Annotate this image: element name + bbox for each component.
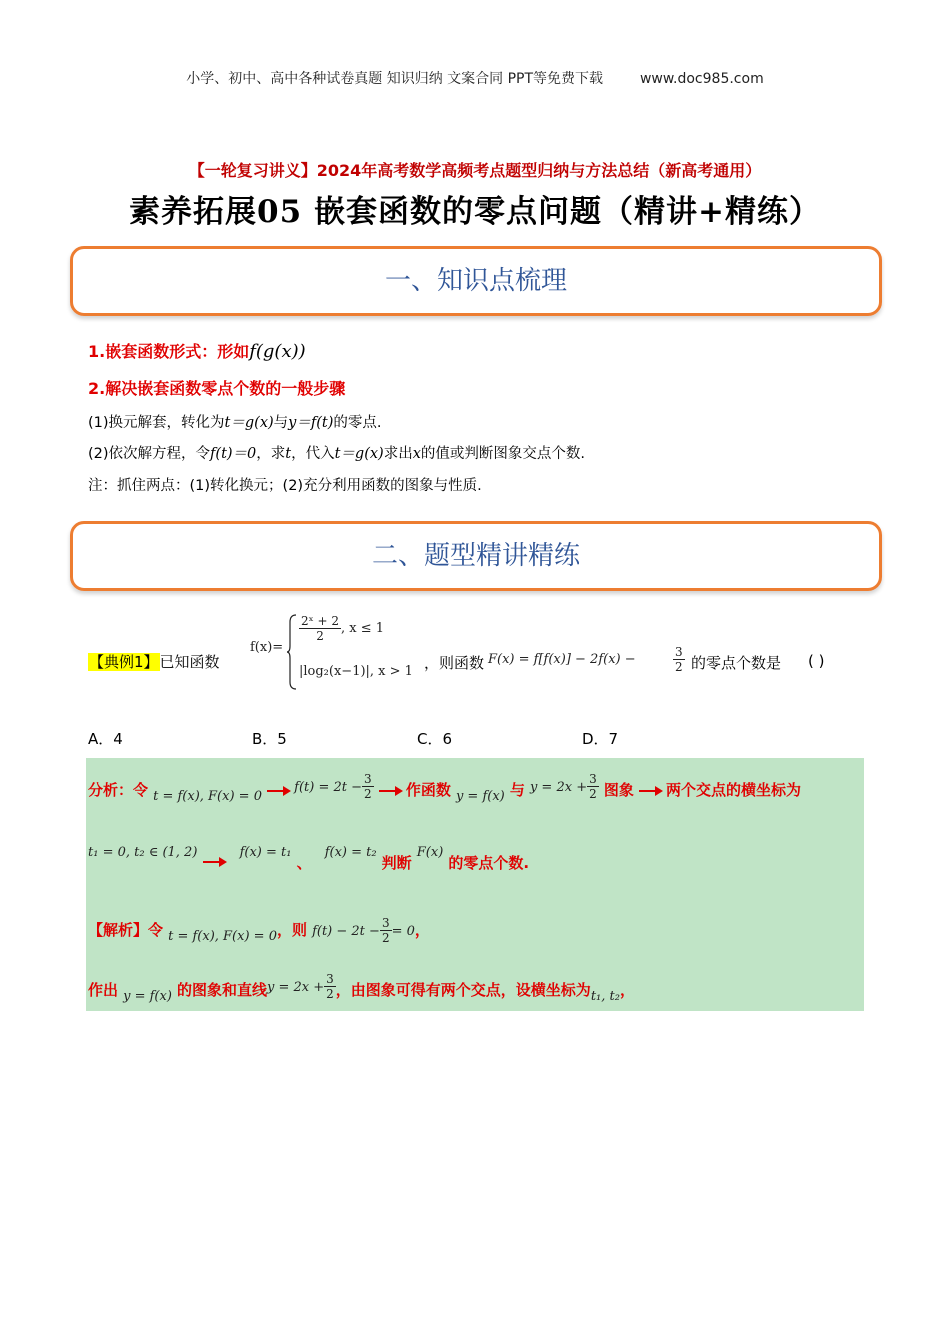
analysis-tail: 的零点个数.: [448, 854, 530, 872]
solution-frac-num: 3: [381, 916, 390, 930]
solution-eq2b: = 0: [391, 924, 415, 939]
note: 注：抓住两点：(1)转化换元；(2)充分利用函数的图象与性质.: [88, 478, 482, 494]
solution-eq5: t₁, t₂: [590, 989, 620, 1004]
point-2: 2.解决嵌套函数零点个数的一般步骤: [88, 379, 346, 398]
piecewise-case-2: |log₂(x−1)|, x > 1: [299, 664, 413, 679]
solution-eq4: y = 2x +: [267, 980, 325, 995]
section-1-box: [70, 246, 882, 316]
analysis-line-1: [88, 772, 858, 805]
step-2-eq1: f(t)＝0: [210, 446, 257, 462]
analysis-graph: 图象: [603, 781, 634, 799]
step-1-eq1: t＝g(x): [224, 415, 274, 431]
step-2-prefix: (2)依次解方程，令: [88, 446, 211, 462]
point-1-formula: f(g(x)): [249, 341, 306, 362]
arrow-icon: [379, 790, 401, 792]
point-1-label: 1.嵌套函数形式：形如: [88, 342, 250, 361]
step-1-mid: 与: [273, 415, 289, 431]
arrow-icon: [267, 790, 289, 792]
step-2-var: t: [285, 446, 292, 462]
analysis-sep: 、: [296, 854, 312, 872]
page-header: [0, 68, 950, 88]
option-b: B．5: [252, 730, 287, 748]
step-2-suffix: 的值或判断图象交点个数.: [420, 446, 586, 462]
page-title: 素养拓展05 嵌套函数的零点问题（精讲+精练）: [129, 194, 821, 230]
solution-line-2: [88, 972, 858, 1005]
solution-frac-num-2: 3: [326, 972, 334, 986]
analysis-eq5: t₁ = 0, t₂ ∈ (1, 2): [88, 845, 198, 860]
step-2-eq2: t＝g(x): [334, 446, 384, 462]
example-intro: 已知函数: [159, 653, 220, 671]
piecewise-case-1: [299, 614, 384, 643]
step-2-mid2: ，代入: [291, 446, 335, 462]
analysis-eq4: y = 2x +: [529, 780, 588, 795]
solution-eq3: y = f(x): [123, 989, 172, 1004]
analysis-label: 分析：令: [88, 781, 149, 799]
step-1-prefix: (1)换元解套，转化为: [88, 415, 225, 431]
piecewise-brace: [287, 614, 297, 690]
solution-eq1: t = f(x), F(x) = 0: [168, 929, 277, 944]
analysis-eq8: F(x): [416, 845, 444, 860]
example-fx: f(x)=: [250, 640, 284, 655]
arrow-icon: [639, 790, 661, 792]
example-then: ，则函数: [424, 654, 485, 672]
step-2-var2: x: [412, 446, 421, 462]
solution-comma: ，: [414, 921, 430, 939]
analysis-judge: 判断: [381, 854, 412, 872]
answer-paren: ( ): [808, 652, 825, 670]
example-ask: 的零点个数是: [691, 654, 782, 672]
arrow-icon: [203, 861, 225, 863]
analysis-eq6: f(x) = t₁: [239, 845, 292, 860]
example-tag: 【典例1】: [89, 653, 159, 671]
step-2-mid1: ，求: [256, 446, 286, 462]
point-1: [88, 339, 306, 362]
solution-then: ，则: [276, 921, 307, 939]
solution-make: 作出: [88, 981, 119, 999]
analysis-eq2: f(t) = 2t −: [294, 780, 363, 795]
case-1-numerator: 2ˣ + 2: [301, 614, 340, 628]
analysis-line-2: [88, 840, 858, 872]
step-2: [88, 442, 585, 463]
solution-eq2: f(t) − 2t −: [312, 924, 380, 939]
option-d: D．7: [582, 730, 619, 748]
option-a: A．4: [88, 730, 123, 748]
example-frac: [673, 645, 685, 674]
example-Fx-expr: F(x) = f[f(x)] − 2f(x) −: [488, 652, 636, 667]
solution-label: 【解析】令: [88, 921, 164, 939]
analysis-frac-den: 2: [364, 787, 372, 801]
solution-rest: ，由图象可得有两个交点，设横坐标为: [335, 981, 591, 999]
example-frac-den: 2: [675, 660, 683, 674]
analysis-eq7: f(x) = t₂: [324, 845, 377, 860]
solution-and: 的图象和直线: [177, 981, 268, 999]
step-1-suffix: 的零点.: [333, 415, 382, 431]
section-2-heading: 二、题型精讲精练: [371, 541, 580, 571]
example-label: [88, 651, 220, 672]
subtitle: 【一轮复习讲义】2024年高考数学高频考点题型归纳与方法总结（新高考通用）: [188, 161, 762, 180]
solution-end: ，: [619, 981, 635, 999]
case-1-condition: , x ≤ 1: [341, 621, 385, 636]
step-1: [88, 411, 381, 432]
step-2-mid3: 求出: [383, 446, 413, 462]
analysis-eq1: t = f(x), F(x) = 0: [153, 789, 262, 804]
analysis-eq3: y = f(x): [455, 789, 505, 804]
analysis-frac-num: 3: [364, 772, 372, 786]
solution-frac-den-2: 2: [326, 987, 334, 1001]
analysis-result: 两个交点的横坐标为: [666, 781, 802, 799]
example-frac-num: 3: [675, 645, 683, 659]
case-1-denominator: 2: [316, 629, 324, 643]
section-2-box: [70, 521, 882, 591]
analysis-frac-den-2: 2: [589, 787, 597, 801]
header-text: 小学、初中、高中各种试卷真题 知识归纳 文案合同 PPT等免费下载: [186, 71, 604, 87]
solution-frac-den: 2: [381, 931, 390, 945]
analysis-frac-num-2: 3: [589, 772, 597, 786]
analysis-with: 与: [509, 781, 525, 799]
step-1-eq2: y＝f(t): [288, 415, 334, 431]
header-site: www.doc985.com: [639, 71, 764, 87]
analysis-make: 作函数: [405, 781, 451, 799]
example-Fx: [488, 652, 636, 667]
option-c: C．6: [417, 730, 453, 748]
solution-line-1: [88, 916, 858, 945]
section-1-heading: 一、知识点梳理: [384, 266, 567, 296]
